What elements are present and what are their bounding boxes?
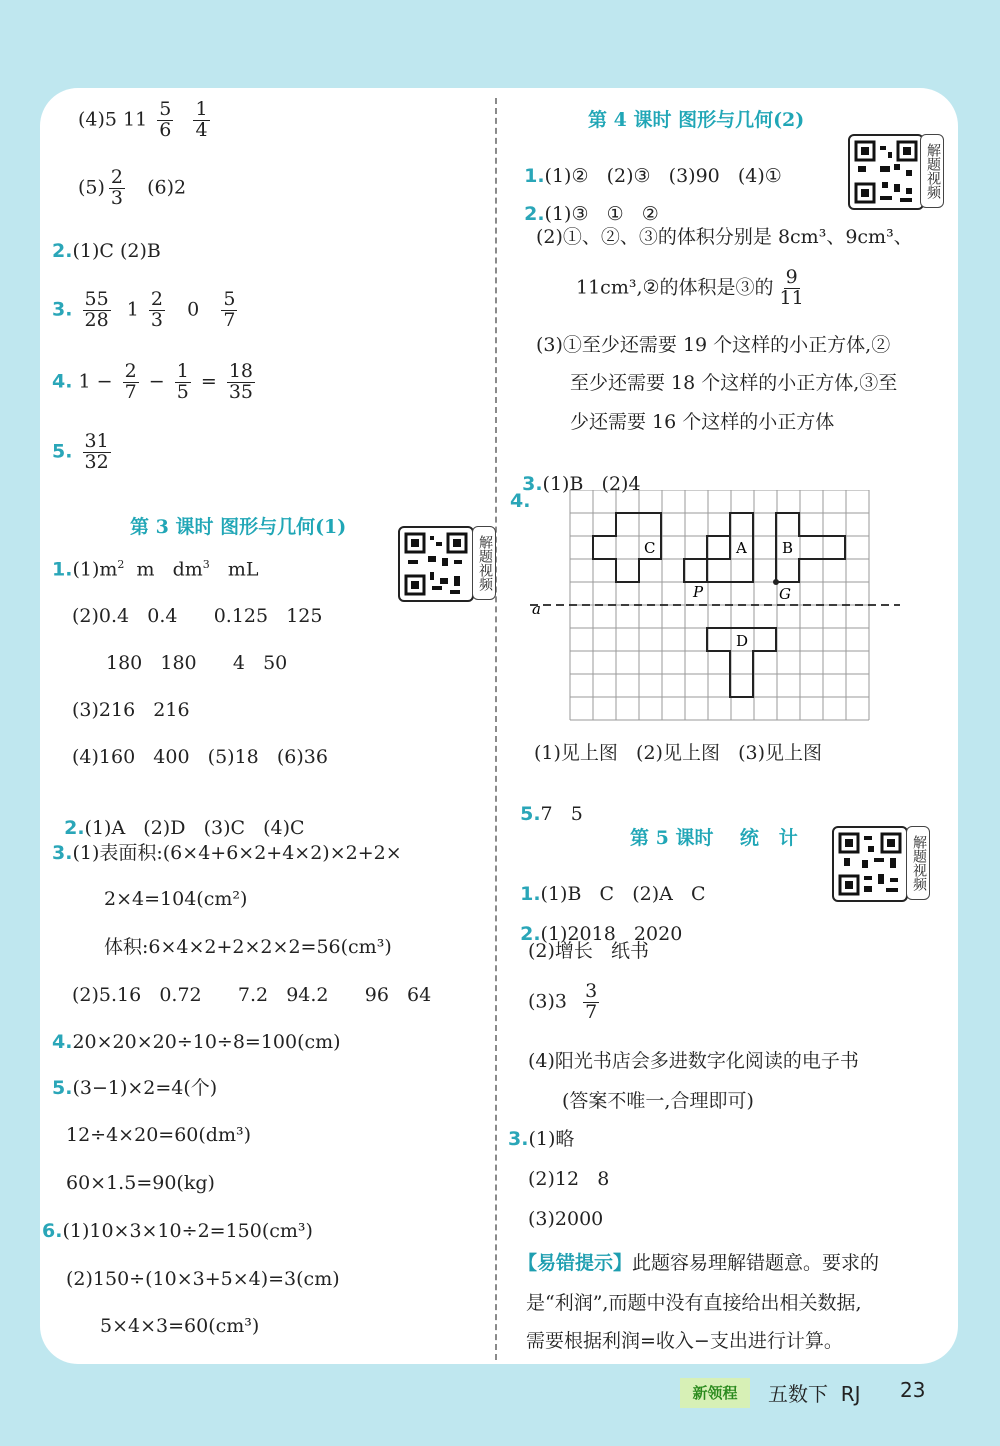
question-number: 3. — [508, 1128, 529, 1150]
fraction: $\frac{9}{11}$ — [779, 266, 804, 309]
text: (1)略 — [528, 1128, 575, 1150]
answer-line — [52, 1031, 341, 1054]
text: (1)② (2)③ (3)90 (4)① — [544, 164, 782, 187]
answer-line: (3)216 216 — [72, 699, 190, 721]
text: (1)2018 2020 — [540, 922, 683, 945]
question-number: 2. — [524, 202, 545, 225]
answer-line: 60×1.5=90(kg) — [66, 1172, 215, 1194]
fraction: $\frac{2}{7}$ — [124, 360, 137, 403]
question-number: 4. — [510, 490, 531, 512]
answer-line — [78, 168, 186, 209]
section-heading: 第 4 课时 图形与几何(2) — [588, 109, 805, 131]
answer-line: (3)2000 — [528, 1208, 604, 1230]
answer-line — [508, 900, 682, 946]
text: (1)B (2)4 — [542, 472, 641, 495]
question-number: 3. — [522, 472, 543, 495]
qr-code-icon[interactable] — [848, 134, 924, 210]
answer-line — [52, 558, 259, 581]
text: 0 — [187, 298, 200, 321]
grid-figure — [530, 490, 900, 729]
text: 1 − — [78, 370, 113, 393]
column-divider — [495, 98, 497, 1360]
answer-line: (4)160 400 (5)18 (6)36 — [72, 746, 328, 768]
text: 11cm³,②的体积是③的 — [576, 276, 774, 299]
question-number: 5. — [52, 1077, 73, 1099]
text: (1)C (2)B — [72, 240, 161, 262]
answer-line: 少还需要 16 个这样的小正方体 — [570, 411, 835, 433]
answer-line: (1)见上图 (2)见上图 (3)见上图 — [534, 742, 822, 764]
text: 此题容易理解错题意。要求的 — [632, 1252, 880, 1274]
tip-line: 是“利润”,而题中没有直接给出相关数据, — [526, 1292, 862, 1314]
answer-line — [508, 860, 706, 906]
question-number: 2. — [52, 240, 73, 262]
text: (3−1)×2=4(个) — [72, 1077, 218, 1099]
answer-line: (2)①、②、③的体积分别是 8cm³、9cm³、 — [536, 226, 913, 248]
qr-label: 解题视频 — [906, 826, 930, 900]
grid-svg — [530, 490, 900, 725]
fraction: $\frac{55}{28}$ — [84, 288, 109, 331]
superscript: 2 — [117, 558, 125, 571]
section-heading: 第 5 课时 统 计 — [630, 827, 798, 849]
fraction: $\frac{2}{3}$ — [150, 288, 164, 331]
question-number: 1. — [52, 558, 73, 581]
label-p: P — [693, 583, 704, 601]
answer-line — [508, 1128, 574, 1151]
fraction: $\frac{1}{4}$ — [195, 98, 208, 141]
text: (1)10×3×10÷2=150(cm³) — [62, 1220, 313, 1242]
text: (1)表面积:(6×4+6×2+4×2)×2+2× — [72, 842, 402, 864]
answer-line: 12÷4×20=60(dm³) — [66, 1124, 251, 1146]
answer-line: (2)150÷(10×3+5×4)=3(cm) — [66, 1268, 340, 1290]
question-number: 5. — [520, 802, 541, 825]
text: m dm — [124, 558, 203, 581]
footer-text: 五数下 RJ — [768, 1382, 861, 1406]
text: (1)③ ① ② — [544, 202, 659, 225]
answer-line: (2)增长 纸书 — [528, 940, 650, 962]
label-c: C — [644, 539, 656, 557]
answer-line — [576, 268, 810, 309]
question-number: 5. — [52, 440, 73, 463]
answer-line: (4)阳光书店会多进数字化阅读的电子书 — [528, 1050, 859, 1072]
qr-code-icon[interactable] — [398, 526, 474, 602]
answer-line — [52, 290, 241, 331]
label-a-line: a — [532, 600, 541, 618]
text: (3)3 — [528, 990, 568, 1013]
fraction: $\frac{3}{7}$ — [585, 980, 598, 1023]
question-number: 2. — [520, 922, 541, 945]
text: (1)m — [72, 558, 118, 581]
answer-line: (2)12 8 — [528, 1168, 610, 1190]
answer-line — [52, 432, 115, 473]
answer-line: (2)5.16 0.72 7.2 94.2 96 64 — [72, 984, 432, 1006]
answer-line — [510, 450, 641, 496]
page-number: 23 — [900, 1378, 926, 1402]
fraction: $\frac{1}{5}$ — [176, 360, 189, 403]
answer-line: (2)0.4 0.4 0.125 125 — [72, 605, 323, 627]
answer-line — [508, 780, 583, 826]
footer-tag: 新领程 — [680, 1378, 750, 1408]
question-number: 3. — [52, 298, 73, 321]
tip-label: 【易错提示】 — [518, 1252, 633, 1274]
answer-line: 5×4×3=60(cm³) — [100, 1315, 260, 1337]
text: − — [148, 370, 165, 393]
answer-line — [52, 794, 305, 840]
answer-line — [52, 240, 161, 263]
label-d: D — [736, 632, 749, 650]
answer-line — [78, 100, 214, 141]
fraction: $\frac{2}{3}$ — [110, 166, 124, 209]
tip-line: 需要根据利润=收入−支出进行计算。 — [526, 1330, 843, 1352]
answer-line: (答案不唯一,合理即可) — [562, 1090, 754, 1112]
superscript: 3 — [202, 558, 210, 571]
text: (1)A (2)D (3)C (4)C — [84, 816, 305, 839]
question-number: 3. — [52, 842, 73, 864]
section-heading: 第 3 课时 图形与几何(1) — [130, 516, 347, 538]
text: (6)2 — [147, 176, 187, 199]
answer-line: 至少还需要 18 个这样的小正方体,③至 — [570, 372, 898, 394]
label-g: G — [779, 585, 791, 603]
answer-line — [512, 180, 659, 226]
answer-line: 2×4=104(cm²) — [104, 888, 248, 910]
answer-line — [52, 1077, 217, 1100]
text: mL — [209, 558, 259, 581]
question-number: 1. — [520, 882, 541, 905]
question-number: 2. — [64, 816, 85, 839]
label-a: A — [736, 539, 747, 557]
answer-line — [52, 842, 402, 865]
fraction: $\frac{31}{32}$ — [84, 430, 109, 473]
text: 7 5 — [540, 802, 583, 825]
fraction: $\frac{5}{7}$ — [223, 288, 236, 331]
question-number: 4. — [52, 1031, 73, 1053]
text: (4)5 11 — [78, 108, 148, 131]
text: 20×20×20÷10÷8=100(cm) — [72, 1031, 341, 1053]
question-number: 6. — [42, 1220, 63, 1242]
text: = — [200, 370, 217, 393]
tip-line — [518, 1252, 879, 1275]
question-number: 4. — [52, 370, 73, 393]
question-number: 1. — [524, 164, 545, 187]
answer-line: 180 180 4 50 — [106, 652, 288, 674]
label-b: B — [782, 539, 794, 557]
qr-label: 解题视频 — [472, 526, 496, 600]
qr-label: 解题视频 — [920, 134, 944, 208]
answer-line: 体积:6×4×2+2×2×2=56(cm³) — [104, 936, 392, 958]
answer-line — [528, 982, 603, 1023]
text: 1 — [126, 298, 139, 321]
text: (1)B C (2)A C — [540, 882, 706, 905]
answer-line — [510, 490, 530, 513]
answer-line — [42, 1220, 313, 1243]
fraction: $\frac{5}{6}$ — [159, 98, 172, 141]
qr-code-icon[interactable] — [832, 826, 908, 902]
answer-line: (3)①至少还需要 19 个这样的小正方体,② — [536, 334, 891, 356]
fraction: $\frac{18}{35}$ — [228, 360, 254, 403]
answer-line — [52, 362, 259, 403]
text: (5) — [78, 176, 105, 199]
